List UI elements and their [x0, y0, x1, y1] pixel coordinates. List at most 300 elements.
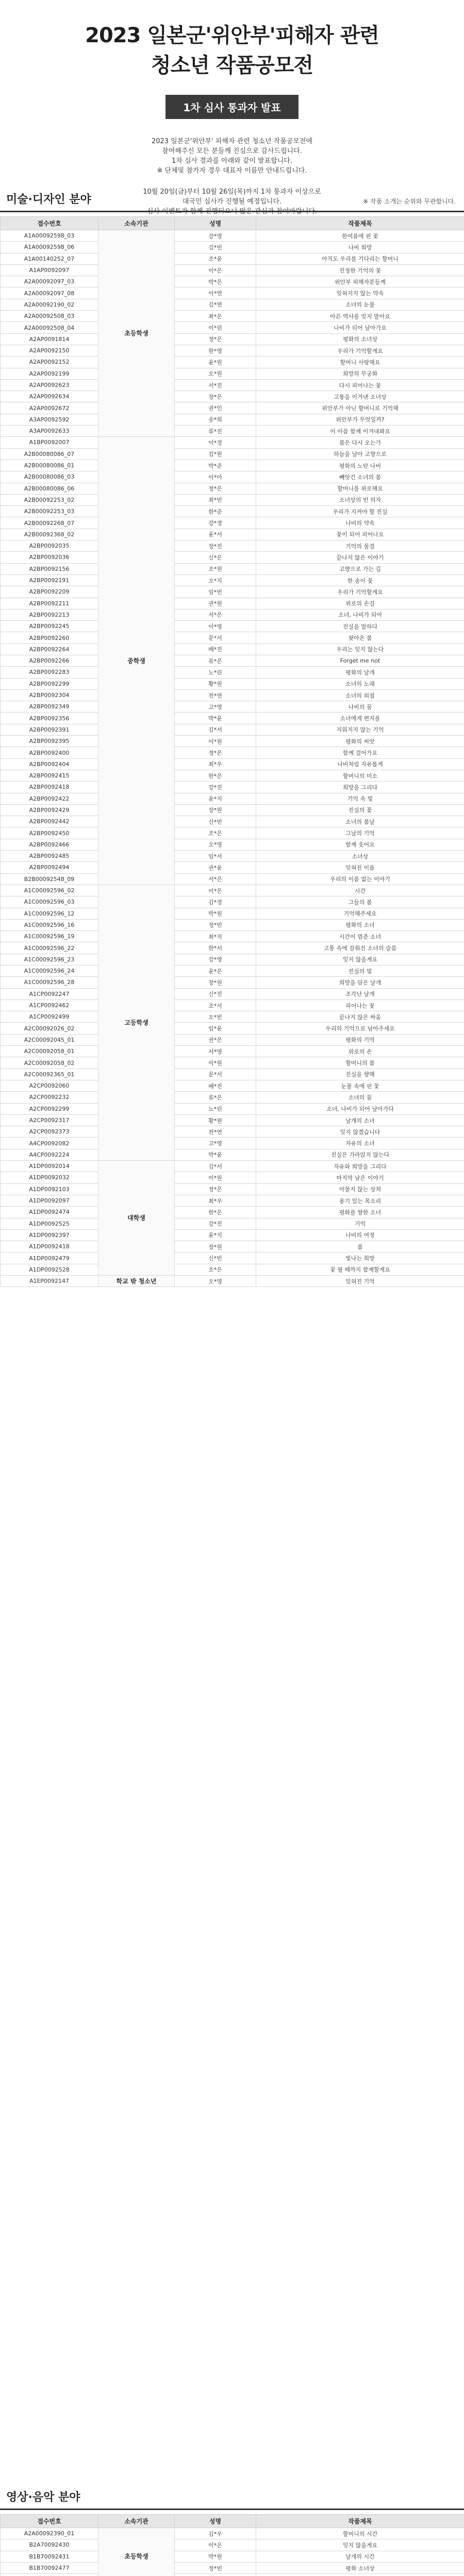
- entry-id: A2CP0092317: [1, 1114, 98, 1126]
- table-row: [1, 414, 464, 425]
- entry-name: 서*은: [175, 609, 256, 620]
- entry-title: 소녀에게 편지를: [256, 713, 464, 724]
- table-row: [1, 426, 464, 437]
- entry-id: A2BP0092400: [1, 747, 98, 758]
- entry-name: 오*빈: [175, 1011, 256, 1023]
- entry-id: A1DP0092103: [1, 1183, 98, 1195]
- entry-id: A1DP0092397: [1, 1229, 98, 1241]
- entry-title: 잊혀지지 않는 약속: [256, 287, 464, 299]
- entry-name: 이*은: [175, 264, 256, 276]
- entry-name: 이*원: [175, 736, 256, 747]
- entry-title: 나비 희망: [256, 242, 464, 253]
- table-row: [1, 1103, 464, 1114]
- entry-name: 이*원: [175, 1057, 256, 1069]
- entry-id: A2AP0092672: [1, 402, 98, 414]
- entry-name: 김*원: [175, 448, 256, 460]
- entry-title: [256, 2574, 464, 2576]
- entry-id: A1CP0092499: [1, 1011, 98, 1023]
- entry-name: 한*영: [175, 345, 256, 356]
- entry-title: 평화 소녀상: [256, 2562, 464, 2573]
- table-row: [1, 1207, 464, 1218]
- table-row: [1, 253, 464, 264]
- entry-id: A2B00092368_02: [1, 529, 98, 540]
- table-row: [1, 483, 464, 494]
- entry-title: 잊혀진 이름: [256, 862, 464, 873]
- table-row: [1, 977, 464, 988]
- table-row: [1, 529, 464, 540]
- entry-name: 이*영: [175, 621, 256, 632]
- entry-id: A2BP0092418: [1, 782, 98, 793]
- entry-name: 서*진: [175, 379, 256, 391]
- entry-name: 윤*서: [175, 529, 256, 540]
- entry-id: A3AP0092633: [1, 426, 98, 437]
- entry-title: 소녀상: [256, 851, 464, 862]
- entry-id: A3AP0092592: [1, 414, 98, 425]
- entry-name: 최*우: [175, 758, 256, 770]
- entry-id: A2BP0092494: [1, 862, 98, 873]
- entry-name: 박*원: [175, 908, 256, 919]
- entry-title: 위안부가 무엇일까?: [256, 414, 464, 425]
- entry-name: 서*은: [175, 873, 256, 885]
- entry-title: 할머니 사랑해요: [256, 357, 464, 368]
- entry-name: 최*빈: [175, 494, 256, 505]
- table-row: [1, 678, 464, 689]
- entry-title: 기억의 물결: [256, 540, 464, 552]
- entry-id: A2C00092058_02: [1, 1057, 98, 1069]
- table-row: [1, 368, 464, 379]
- entry-title: 날개의 시간: [256, 2551, 464, 2562]
- entry-title: 잊지 않을게요: [256, 954, 464, 965]
- category-cell: 학교 밖 청소년: [98, 1276, 175, 1287]
- entry-name: 박*윤: [175, 713, 256, 724]
- table-row: [1, 379, 464, 391]
- table-row: [1, 1264, 464, 1275]
- entry-title: 그날의 기억: [256, 827, 464, 839]
- result-badge: 1차 심사 통과자 발표: [165, 95, 298, 119]
- table-row: [1, 643, 464, 655]
- entry-title: 소녀, 나비가 되어 날아가다: [256, 1103, 464, 1114]
- entry-name: 이*원: [175, 1172, 256, 1183]
- entry-name: 조*은: [175, 1264, 256, 1275]
- entry-id: A2A00092508_04: [1, 322, 98, 333]
- table-row: [1, 1114, 464, 1126]
- entry-id: A2BP0092283: [1, 667, 98, 678]
- entry-name: 강*진: [175, 1218, 256, 1229]
- entry-id: A2B00080086_06: [1, 483, 98, 494]
- entry-id: A2AP0092152: [1, 357, 98, 368]
- table-row: [1, 1023, 464, 1034]
- entry-name: 한*은: [175, 1207, 256, 1218]
- entry-title: 나비의 여정: [256, 1229, 464, 1241]
- entry-id: A1DP0092525: [1, 1218, 98, 1229]
- table-row: [1, 1252, 464, 1264]
- section-note: ※ 작품 소개는 순위와 무관합니다.: [363, 198, 456, 205]
- art-results-table: [0, 216, 464, 1287]
- table-row: [1, 299, 464, 310]
- category-cell: 초등학생: [98, 2528, 175, 2576]
- col-header-name: 성명: [175, 217, 256, 230]
- table-row: [1, 621, 464, 632]
- table-row: [1, 999, 464, 1011]
- entry-title: 나비처럼 자유롭게: [256, 758, 464, 770]
- entry-id: A1C00092596_28: [1, 977, 98, 988]
- entry-name: 정*은: [175, 333, 256, 345]
- notice-line: 대국민 심사가 진행될 예정입니다.: [182, 198, 282, 206]
- entry-name: 권*은: [175, 1034, 256, 1045]
- table-row: [1, 862, 464, 873]
- entry-name: 문*서: [175, 1069, 256, 1080]
- section-media-header: [0, 2487, 464, 2510]
- entry-name: 고*영: [175, 1138, 256, 1149]
- entry-title: 용기 있는 목소리: [256, 1195, 464, 1206]
- table-row: [1, 1183, 464, 1195]
- table-row: [1, 1126, 464, 1138]
- entry-name: 윤*원: [175, 357, 256, 368]
- page-title: [0, 21, 464, 80]
- table-row: [1, 2562, 464, 2573]
- entry-id: A2BP0092450: [1, 827, 98, 839]
- entry-id: A2AP0092199: [1, 368, 98, 379]
- entry-id: A1DP0092097: [1, 1195, 98, 1206]
- entry-id: A1C00092596_24: [1, 965, 98, 977]
- entry-title: 나비가 되어 날아가요: [256, 322, 464, 333]
- entry-name: 장*원: [175, 804, 256, 816]
- entry-title: 진실은 가라앉지 않는다: [256, 1149, 464, 1160]
- entry-id: A1DP0092032: [1, 1172, 98, 1183]
- entry-id: A2A00092390_01: [1, 2528, 98, 2539]
- table-row: [1, 1080, 464, 1091]
- entry-name: 노*린: [175, 1103, 256, 1114]
- table-row: [1, 437, 464, 448]
- table-row: [1, 1057, 464, 1069]
- entry-id: A2B00092268_07: [1, 517, 98, 529]
- table-row: [1, 1229, 464, 1241]
- table-row: [1, 2528, 464, 2539]
- entry-title: 희망의 무궁화: [256, 368, 464, 379]
- entry-title: 마지막 남은 이야기: [256, 1172, 464, 1183]
- entry-id: A2CP0092299: [1, 1103, 98, 1114]
- table-row: [1, 448, 464, 460]
- entry-name: 이*아: [175, 471, 256, 483]
- entry-id: A2B00092253_03: [1, 506, 98, 517]
- entry-title: 우리가 기억할게요: [256, 345, 464, 356]
- entry-name: 김*서: [175, 724, 256, 735]
- entry-id: A2B00080086_07: [1, 448, 98, 460]
- entry-title: 평화를 향한 소녀: [256, 1207, 464, 1218]
- entry-title: 지워지지 않는 기억: [256, 724, 464, 735]
- table-row: [1, 1172, 464, 1183]
- entry-id: A2BP0092466: [1, 839, 98, 850]
- entry-id: A2CP0092373: [1, 1126, 98, 1138]
- entry-name: 류*은: [175, 1092, 256, 1103]
- section-title: 미술·디자인 분야: [6, 193, 91, 206]
- table-row: [1, 563, 464, 574]
- table-row: [1, 632, 464, 643]
- entry-title: 위로의 손: [256, 1046, 464, 1057]
- table-row: [1, 1195, 464, 1206]
- table-row: [1, 931, 464, 942]
- entry-name: 오*지: [175, 574, 256, 586]
- category-cell: 중학생: [98, 437, 175, 885]
- table-row: [1, 965, 464, 977]
- entry-title: 끝나지 않은 싸움: [256, 1011, 464, 1023]
- table-row: [1, 311, 464, 322]
- entry-name: 한*은: [175, 770, 256, 781]
- entry-id: A2BP0092213: [1, 609, 98, 620]
- table-row: [1, 287, 464, 299]
- entry-id: B1B70092477: [1, 2562, 98, 2573]
- table-row: [1, 2574, 464, 2576]
- section-art-header: [0, 190, 464, 212]
- entry-title: 할머니의 미소: [256, 770, 464, 781]
- entry-title: 아픈 역사를 잊지 말아요: [256, 311, 464, 322]
- entry-name: 임*윤: [175, 1023, 256, 1034]
- entry-name: 정*빈: [175, 2562, 256, 2573]
- title-line-2: 청소년 작품공모전: [151, 54, 313, 77]
- table-row: [1, 655, 464, 666]
- entry-name: 서*영: [175, 1046, 256, 1057]
- notice-line: 참여해주신 모든 분들께 진심으로 감사드립니다.: [162, 147, 302, 155]
- entry-id: A2C00092045_01: [1, 1034, 98, 1045]
- table-row: [1, 908, 464, 919]
- entry-id: A2BP0092422: [1, 793, 98, 804]
- category-cell: 초등학생: [98, 230, 175, 437]
- entry-title: 시간: [256, 885, 464, 896]
- entry-name: 신*은: [175, 552, 256, 563]
- notice-line: ※ 단체및 참가자 경우 대표자 이름만 안내드립니다.: [157, 167, 307, 175]
- entry-title: 진실을 말하다: [256, 621, 464, 632]
- col-header-org: 소속기관: [98, 217, 175, 230]
- table-row: [1, 942, 464, 954]
- entry-title: 우리가 기억할게요: [256, 586, 464, 598]
- entry-title: 위안부가 아닌 할머니로 기억해: [256, 402, 464, 414]
- table-header-row: [1, 2515, 464, 2528]
- entry-title: 할머니를 위로해요: [256, 483, 464, 494]
- entry-id: A2BP0092035: [1, 540, 98, 552]
- entry-id: A2AP0092634: [1, 391, 98, 402]
- table-row: [1, 896, 464, 908]
- entry-name: 고*영: [175, 701, 256, 713]
- notice-line: 심사 이벤트가 함께 진행되오니 많은 관심과 참여바랍니다.: [146, 208, 318, 215]
- table-row: [1, 402, 464, 414]
- table-row: [1, 264, 464, 276]
- entry-title: 하늘을 날아 고향으로: [256, 448, 464, 460]
- table-row: [1, 988, 464, 999]
- entry-name: 이*연: [175, 287, 256, 299]
- entry-id: A2BP0092429: [1, 804, 98, 816]
- entry-title: 평화의 기억: [256, 1034, 464, 1045]
- table-row: [1, 954, 464, 965]
- entry-name: 조*은: [175, 827, 256, 839]
- entry-title: 평화의 소녀상: [256, 333, 464, 345]
- table-row: [1, 586, 464, 598]
- entry-id: A1C00092596_23: [1, 954, 98, 965]
- entry-id: B2A70092430: [1, 2539, 98, 2551]
- entry-id: A1C00092596_12: [1, 908, 98, 919]
- notice-intro: [0, 137, 464, 176]
- entry-name: 정*은: [175, 1183, 256, 1195]
- table-row: [1, 793, 464, 804]
- table-row: [1, 919, 464, 930]
- table-row: [1, 2539, 464, 2551]
- entry-name: 문*서: [175, 632, 256, 643]
- entry-title: 잊지 않겠습니다: [256, 1126, 464, 1138]
- entry-name: 박*원: [175, 2551, 256, 2562]
- entry-id: A2BP0092404: [1, 758, 98, 770]
- entry-name: 조*원: [175, 563, 256, 574]
- entry-title: 자유의 소녀: [256, 1138, 464, 1149]
- entry-name: 장*진: [175, 540, 256, 552]
- entry-name: 임*빈: [175, 586, 256, 598]
- table-row: [1, 689, 464, 701]
- table-row: [1, 782, 464, 793]
- table-row: [1, 242, 464, 253]
- table-row: [1, 816, 464, 827]
- entry-name: 오*원: [175, 368, 256, 379]
- entry-name: 신*빈: [175, 816, 256, 827]
- entry-name: 김*경: [175, 896, 256, 908]
- entry-title: 찾아온 봄: [256, 632, 464, 643]
- table-row: [1, 827, 464, 839]
- entry-id: A2BP0092391: [1, 724, 98, 735]
- entry-id: A2BP0092266: [1, 655, 98, 666]
- entry-title: 기억 속 빛: [256, 793, 464, 804]
- entry-id: A2B00080086_03: [1, 471, 98, 483]
- col-header-org: 소속기관: [98, 2515, 175, 2528]
- entry-title: 소녀의 눈물: [256, 299, 464, 310]
- entry-name: 신*진: [175, 988, 256, 999]
- entry-name: 김*서: [175, 1161, 256, 1172]
- entry-name: 전*연: [175, 1126, 256, 1138]
- entry-title: 피어나는 꽃: [256, 999, 464, 1011]
- col-header-id: 접수번호: [1, 2515, 98, 2528]
- entry-id: A2AP0092623: [1, 379, 98, 391]
- entry-title: 기억해주세요: [256, 908, 464, 919]
- entry-id: [1, 2574, 98, 2576]
- entry-id: A1DP0092014: [1, 1161, 98, 1172]
- table-row: [1, 770, 464, 781]
- table-row: [1, 540, 464, 552]
- entry-name: 권*윤: [175, 862, 256, 873]
- entry-name: 노*린: [175, 667, 256, 678]
- table-row: [1, 667, 464, 678]
- table-row: [1, 736, 464, 747]
- entry-title: 아직도 우리를 기다리는 할머니: [256, 253, 464, 264]
- entry-title: 우리가 지켜야 할 진실: [256, 506, 464, 517]
- entry-title: 위안부 피해자분들께: [256, 276, 464, 287]
- table-row: [1, 322, 464, 333]
- entry-title: 할머니의 봄: [256, 1057, 464, 1069]
- entry-name: 최*우: [175, 1195, 256, 1206]
- entry-id: A2BP0092485: [1, 851, 98, 862]
- entry-title: 희망을 그리다: [256, 782, 464, 793]
- entry-name: 윤*지: [175, 1229, 256, 1241]
- entry-name: 장*원: [175, 1241, 256, 1252]
- entry-name: 황*원: [175, 678, 256, 689]
- entry-id: A2A00092097_03: [1, 276, 98, 287]
- entry-id: A1DP0092474: [1, 1207, 98, 1218]
- table-row: [1, 230, 464, 242]
- table-row: [1, 333, 464, 345]
- entry-title: 소녀상의 빈 의자: [256, 494, 464, 505]
- entry-title: 고통을 이겨낸 소녀상: [256, 391, 464, 402]
- entry-id: A2A00092097_08: [1, 287, 98, 299]
- entry-id: A1DP0092418: [1, 1241, 98, 1252]
- entry-id: A2BP0092211: [1, 598, 98, 609]
- entry-title: 진실의 꽃: [256, 804, 464, 816]
- table-row: [1, 1276, 464, 1287]
- entry-name: 오*영: [175, 1276, 256, 1287]
- table-row: [1, 1241, 464, 1252]
- entry-title: 위로의 손길: [256, 598, 464, 609]
- entry-name: 송*희: [175, 414, 256, 425]
- entry-id: A2BP0092349: [1, 701, 98, 713]
- table-row: [1, 598, 464, 609]
- entry-title: 고향으로 가는 길: [256, 563, 464, 574]
- entry-title: 조각난 날개: [256, 988, 464, 999]
- entry-title: 평화의 노란 나비: [256, 460, 464, 471]
- entry-id: A2A00092190_02: [1, 299, 98, 310]
- entry-id: A1CP0092247: [1, 988, 98, 999]
- entry-title: 기억: [256, 1218, 464, 1229]
- entry-id: A2BP0092209: [1, 586, 98, 598]
- entry-id: A1AP0092097: [1, 264, 98, 276]
- entry-id: A1A00092598_06: [1, 242, 98, 253]
- entry-name: 한*준: [175, 506, 256, 517]
- entry-id: A2BP0092191: [1, 574, 98, 586]
- entry-id: A2BP0092260: [1, 632, 98, 643]
- entry-id: A4CP0092082: [1, 1138, 98, 1149]
- title-line-1: 2023 일본군'위안부'피해자 관련: [85, 24, 379, 47]
- entry-id: A2CP0092232: [1, 1092, 98, 1103]
- entry-id: B2B00092548_09: [1, 873, 98, 885]
- entry-title: 소녀의 외침: [256, 689, 464, 701]
- entry-id: A2BP0092156: [1, 563, 98, 574]
- table-row: [1, 1046, 464, 1057]
- col-header-title: 작품제목: [256, 217, 464, 230]
- entry-name: 한*서: [175, 942, 256, 954]
- entry-id: A1DP0092479: [1, 1252, 98, 1264]
- entry-name: 이*린: [175, 322, 256, 333]
- entry-id: A1C00092596_19: [1, 931, 98, 942]
- entry-title: 우리의 기억으로 남아주세요: [256, 1023, 464, 1034]
- table-row: [1, 713, 464, 724]
- media-results-table: [0, 2514, 464, 2576]
- table-row: [1, 873, 464, 885]
- entry-title: 우리의 이름 없는 이야기: [256, 873, 464, 885]
- entry-id: A2BP0092245: [1, 621, 98, 632]
- entry-id: A1DP0092528: [1, 1264, 98, 1275]
- entry-id: A2C00092365_01: [1, 1069, 98, 1080]
- table-row: [1, 2551, 464, 2562]
- entry-title: 끝나지 않은 이야기: [256, 552, 464, 563]
- entry-name: 김*빈: [175, 242, 256, 253]
- entry-title: 함께 웃어요: [256, 839, 464, 850]
- entry-title: 소녀의 노래: [256, 678, 464, 689]
- entry-id: A1C00092596_03: [1, 896, 98, 908]
- entry-name: 조*윤: [175, 253, 256, 264]
- entry-id: A1C00092596_02: [1, 885, 98, 896]
- entry-name: 황*원: [175, 1114, 256, 1126]
- entry-title: 우리는 잊지 않는다: [256, 643, 464, 655]
- entry-id: A1C00092596_16: [1, 919, 98, 930]
- entry-title: 희망을 담은 날개: [256, 977, 464, 988]
- entry-name: 박*윤: [175, 1149, 256, 1160]
- table-row: [1, 804, 464, 816]
- entry-name: 전*연: [175, 689, 256, 701]
- table-header-row: [1, 217, 464, 230]
- entry-id: A2BP0092264: [1, 643, 98, 655]
